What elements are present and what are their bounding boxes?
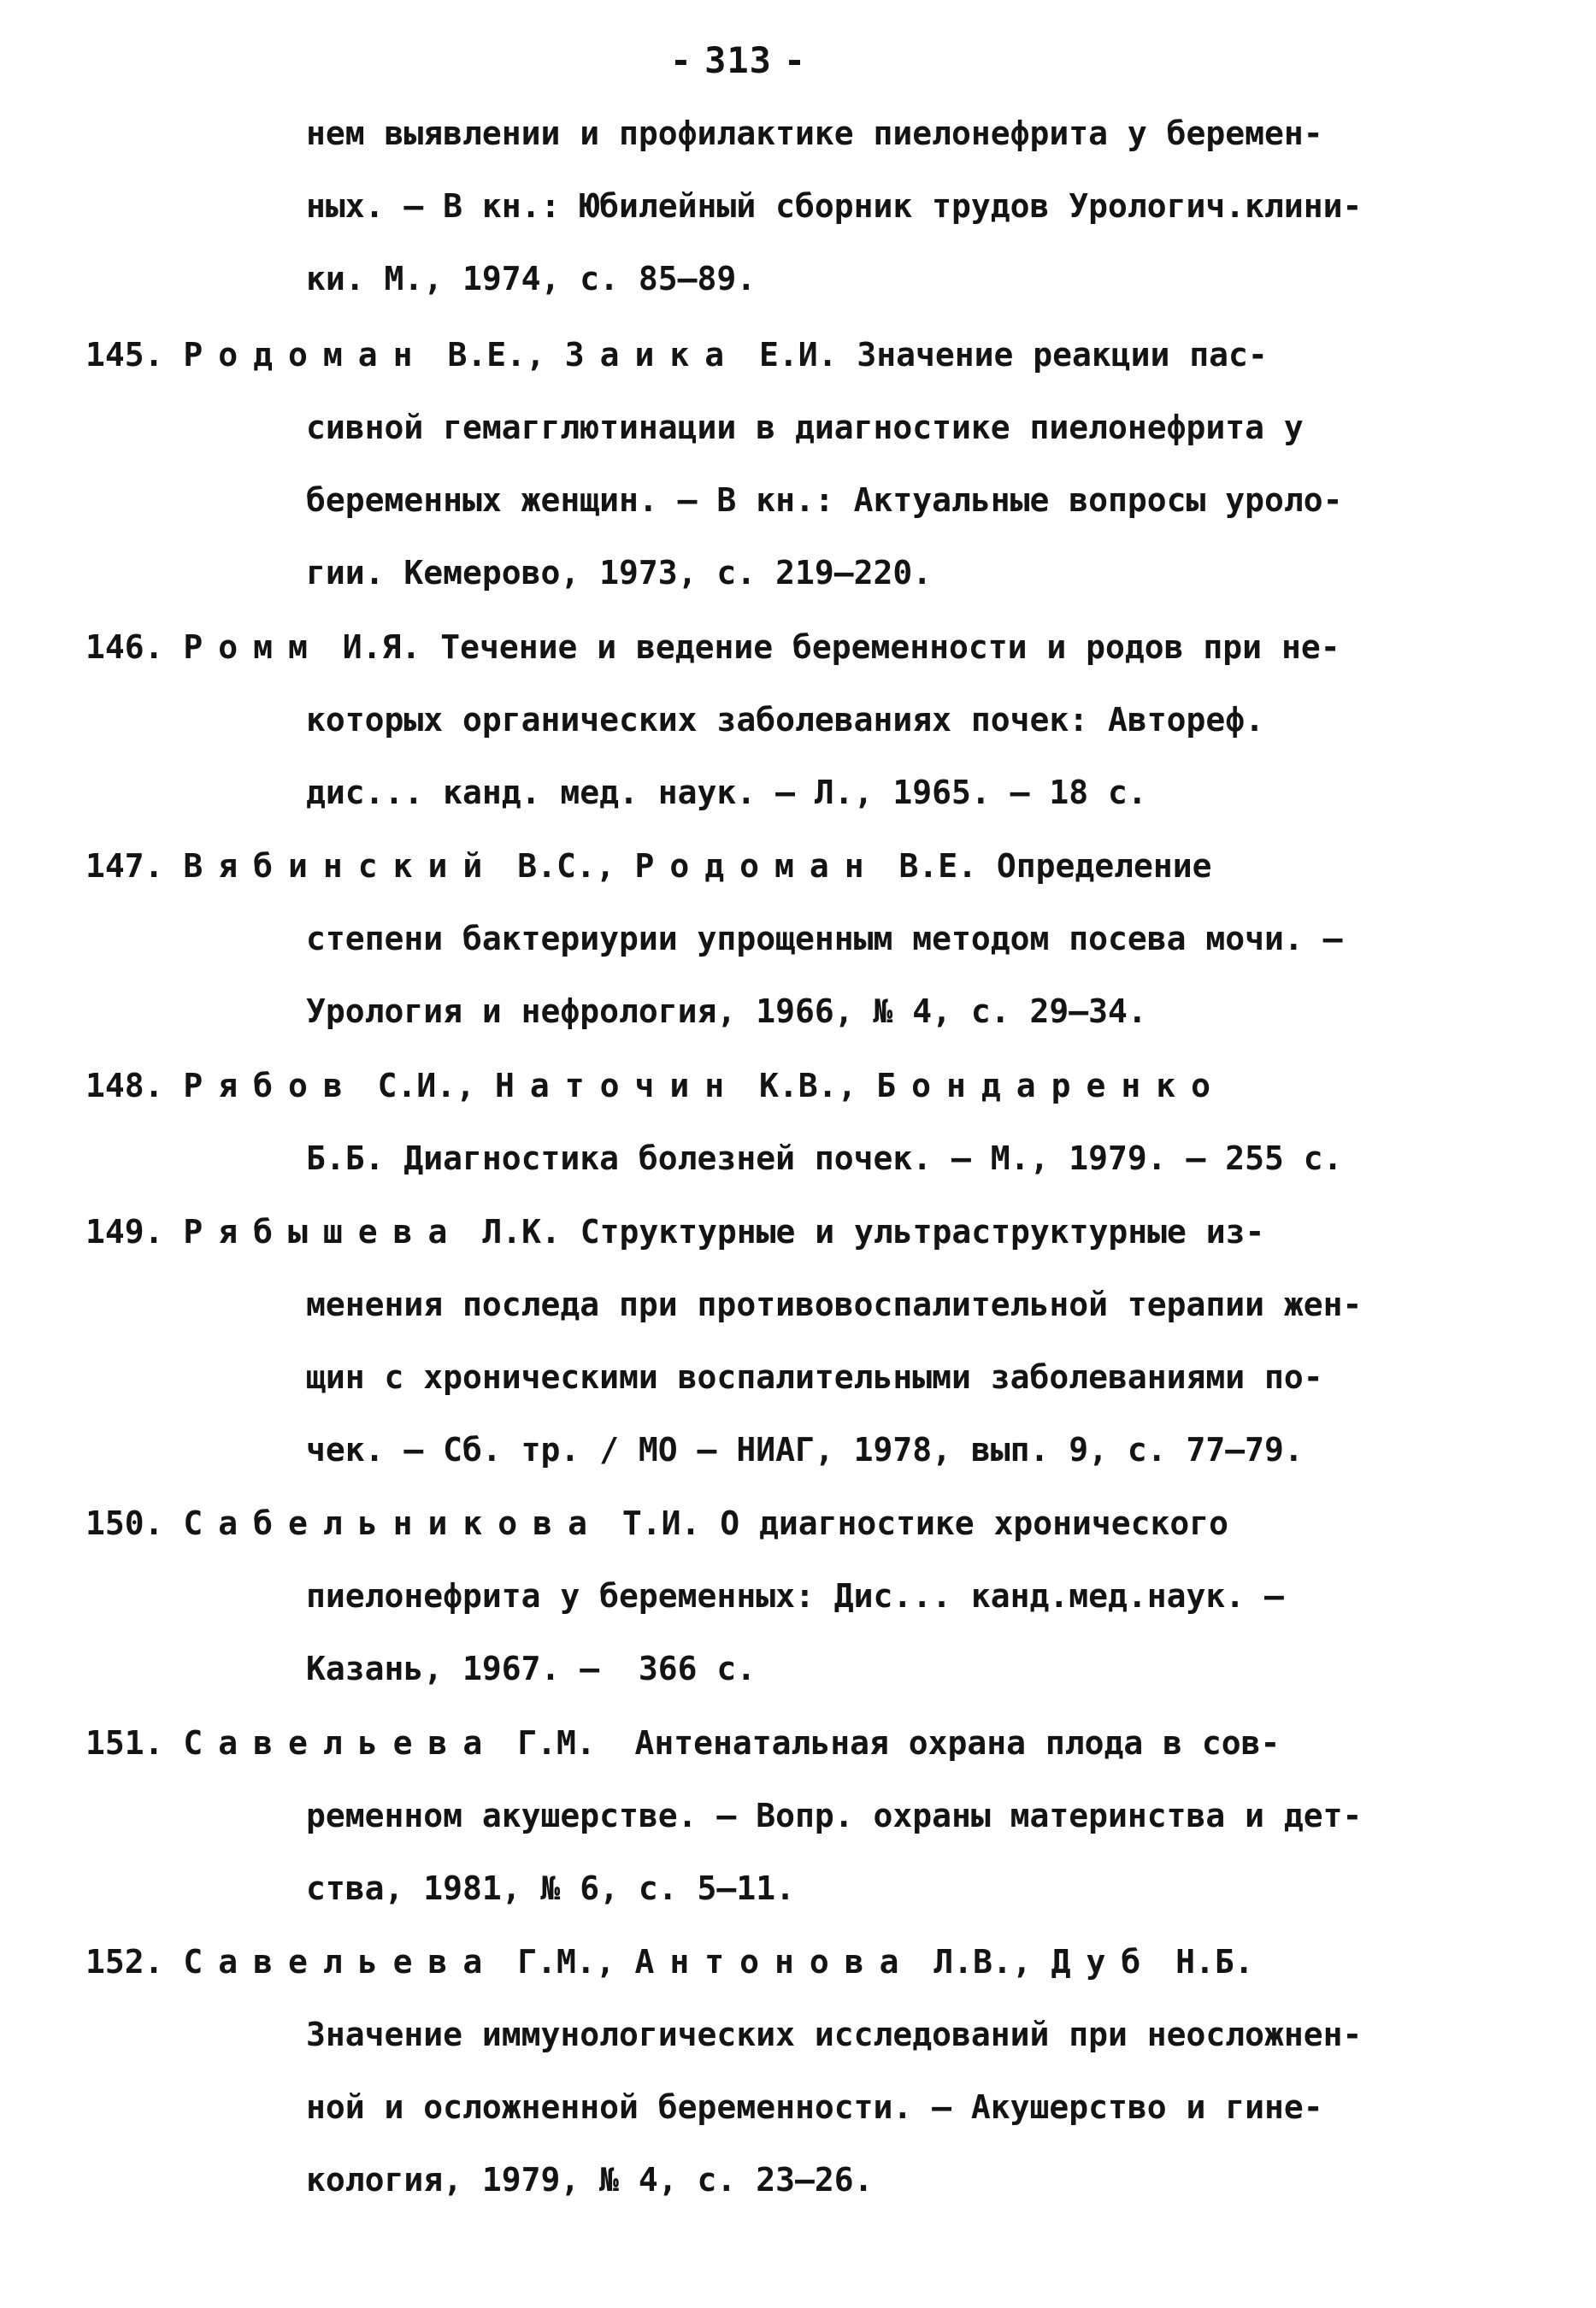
- entry-number: 149.: [85, 1213, 164, 1251]
- entry-number: 151.: [85, 1724, 164, 1762]
- entry-author-spaced: Родоман: [183, 336, 428, 374]
- entry-continuation-line: Б.Б. Диагностика болезней почек. – М., 1979. – 255 с.: [306, 1139, 1343, 1177]
- page-number-dash-right: -: [783, 39, 807, 81]
- entry-continuation-line: ременном акушерстве. – Вопр. охраны материнства и дет-: [306, 1797, 1363, 1834]
- page-number: [0, 36, 1596, 85]
- entry-continuation-line: чек. – Сб. тр. / МО – НИАГ, 1978, вып. 9, с. 77–79.: [306, 1431, 1304, 1469]
- continuation-line: нем выявлении и профилактике пиелонефрита у беремен-: [306, 115, 1323, 152]
- entry-author-spaced: Антонова: [634, 1943, 915, 1981]
- entry-author-spaced: Рябышева: [183, 1213, 463, 1251]
- entry-continuation-line: пиелонефрита у беременных: Дис... канд.мед.наук. –: [306, 1577, 1284, 1615]
- entry-author-spaced: Савельева: [183, 1943, 498, 1981]
- entry-text: Т.И. О диагностике хронического: [602, 1504, 1229, 1542]
- entry-continuation-line: кология, 1979, № 4, с. 23–26.: [306, 2161, 874, 2199]
- entry-author-spaced: Рябов: [183, 1067, 358, 1104]
- entry-continuation-line: сивной гемагглютинации в диагностике пиелонефрита у: [306, 409, 1304, 446]
- entry-continuation-line: дис... канд. мед. наук. – Л., 1965. – 18 с.: [306, 774, 1147, 811]
- bibliography-entry-151: [85, 1720, 1280, 1766]
- entry-author-spaced: Вябинский: [183, 847, 498, 885]
- entry-continuation-line: щин с хроническими воспалительными заболеваниями по-: [306, 1358, 1323, 1396]
- entry-text: Е.И. Значение реакции пас-: [739, 336, 1268, 374]
- entry-continuation-line: Значение иммунологических исследований при неосложнен-: [306, 2016, 1363, 2053]
- entry-author-spaced: Дуб: [1051, 1943, 1157, 1981]
- entry-text: Л.К. Структурные и ультраструктурные из-: [462, 1213, 1265, 1251]
- entry-continuation-line: беременных женщин. – В кн.: Актуальные вопросы уроло-: [306, 481, 1343, 519]
- entry-text: Н.Б.: [1156, 1943, 1254, 1981]
- entry-text: С.И.,: [357, 1067, 495, 1104]
- entry-continuation-line: гии. Кемерово, 1973, с. 219–220.: [306, 554, 933, 592]
- continuation-line: ных. – В кн.: Юбилейный сборник трудов Урологич.клини-: [306, 187, 1363, 225]
- entry-author-spaced: Бондаренко: [876, 1067, 1227, 1104]
- bibliography-entry-150: [85, 1500, 1228, 1546]
- entry-continuation-line: которых органических заболеваниях почек: Автореф.: [306, 701, 1265, 739]
- entry-text: В.Е. Определение: [879, 847, 1212, 885]
- page-number-dash-left: -: [669, 39, 693, 81]
- entry-text: В.Е.,: [427, 336, 565, 374]
- bibliography-entry-152: [85, 1939, 1254, 1985]
- entry-author-spaced: Наточин: [494, 1067, 740, 1104]
- entry-continuation-line: ной и осложненной беременности. – Акушерство и гине-: [306, 2088, 1323, 2126]
- entry-number: 145.: [85, 336, 164, 374]
- entry-text: Л.В.,: [914, 1943, 1051, 1981]
- entry-text: И.Я. Течение и ведение беременности и родов при не-: [322, 628, 1340, 666]
- entry-text: Г.М.,: [498, 1943, 635, 1981]
- entry-number: 147.: [85, 847, 164, 885]
- entry-continuation-line: ства, 1981, № 6, с. 5–11.: [306, 1869, 795, 1907]
- entry-number: 148.: [85, 1067, 164, 1104]
- bibliography-entry-146: [85, 624, 1340, 670]
- bibliography-entry-147: [85, 843, 1212, 889]
- continuation-line: ки. М., 1974, с. 85–89.: [306, 260, 757, 297]
- entry-text: К.В.,: [739, 1067, 877, 1104]
- bibliography-entry-149: [85, 1209, 1264, 1255]
- entry-number: 152.: [85, 1943, 164, 1981]
- entry-author-spaced: Ромм: [183, 628, 323, 666]
- entry-continuation-line: менения последа при противовоспалительной терапии жен-: [306, 1286, 1363, 1323]
- entry-continuation-line: Казань, 1967. – 366 с.: [306, 1650, 757, 1687]
- entry-text: В.С.,: [498, 847, 635, 885]
- entry-author-spaced: Савельева: [183, 1724, 498, 1762]
- entry-author-spaced: Родоман: [634, 847, 880, 885]
- entry-author-spaced: Сабельникова: [183, 1504, 603, 1542]
- page-number-value: 313: [704, 39, 772, 81]
- entry-number: 146.: [85, 628, 164, 666]
- entry-author-spaced: Заика: [564, 336, 740, 374]
- entry-continuation-line: Урология и нефрология, 1966, № 4, с. 29–34.: [306, 992, 1147, 1030]
- entry-continuation-line: степени бактериурии упрощенным методом посева мочи. –: [306, 920, 1343, 957]
- entry-text: Г.М. Антенатальная охрана плода в сов-: [498, 1724, 1281, 1762]
- bibliography-entry-145: [85, 332, 1268, 378]
- entry-number: 150.: [85, 1504, 164, 1542]
- bibliography-entry-148: [85, 1063, 1226, 1109]
